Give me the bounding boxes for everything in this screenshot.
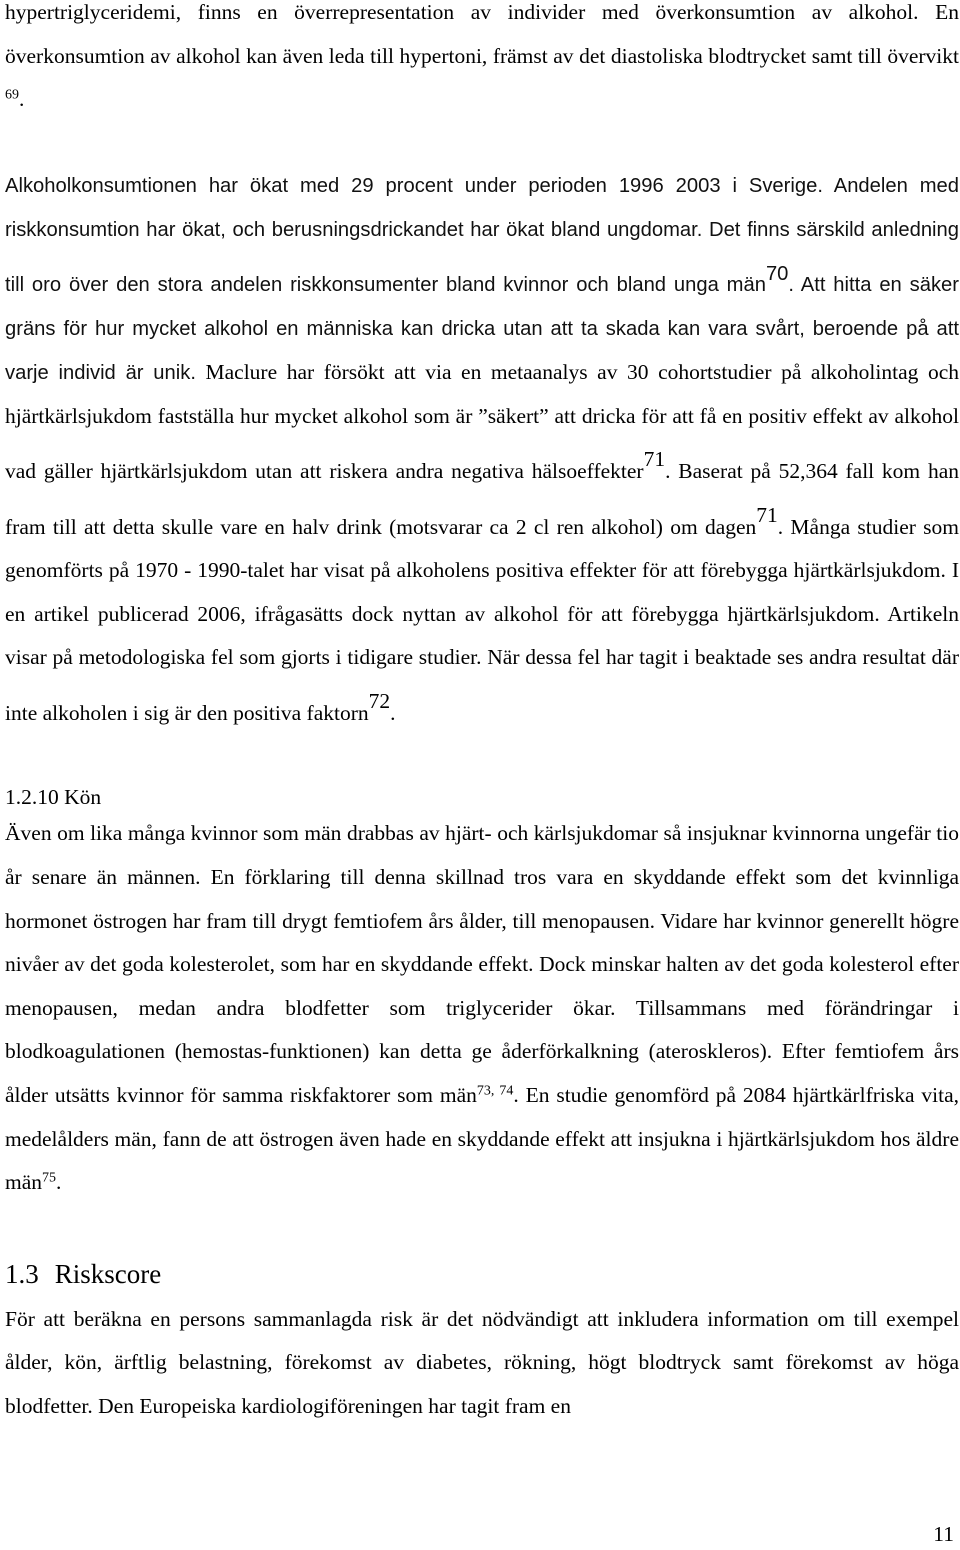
paragraph-text: hypertriglyceridemi, finns en överrepresentation av individer med överkonsumtion av alkohol. En överkonsumtion av alkohol kan även leda till hypertoni, främst av det diastoliska blodtrycket samt till övervikt: [5, 0, 959, 68]
paragraph-text: Alkoholkonsumtionen har ökat med 29 procent under perioden 1996 2003 i Sverige. Andelen med riskkonsumtion har ökat, och berusningsdrickandet har ökat bland ungdomar. Det finns särskild anledning till oro över den stora andelen riskkonsumenter bland kvinnor och bland unga män: [5, 174, 959, 296]
paragraph-riskscore: För att beräkna en persons sammanlagda risk är det nödvändigt att inkludera information om till exempel ålder, kön, ärftlig belastning, förekomst av diabetes, rökning, högt blodtryck samt förekomst av höga blodfetter. Den Europeiska kardiologiföreningen har tagit fram en: [5, 1306, 959, 1419]
footnote-ref: 71: [756, 502, 778, 527]
section-heading-riskscore: [5, 1254, 959, 1294]
paragraph-text: Maclure har försökt att via en metaanalys av 30 cohortstudier på alkoholintag och hjärtkärlsjukdom fastställa hur mycket alkohol som är ”säkert” att dricka för att få en positiv effekt av alkohol vad gäller hjärtkärlsjukdom utan att riskera andra negativa hälsoeffekter: [5, 359, 959, 484]
document-page: [5, 0, 959, 1429]
footnote-ref: 75: [42, 1170, 57, 1186]
section-heading-kon: 1.2.10 Kön: [5, 785, 102, 810]
footnote-ref: 71: [643, 447, 666, 472]
paragraph-alcohol-consumption: [5, 164, 959, 736]
paragraph-gender: [5, 812, 959, 1204]
paragraph-text: . Många studier som genomförts på 1970 - 1990-talet har visat på alkoholens positiva effekter för att förebygga hjärtkärlsjukdom. I en artikel publicerad 2006, ifrågasätts dock nyttan av alkohol för att förebygga hjärtkärlsjukdom. Artikeln visar på metodologiska fel som gjorts i tidigare studier. När dessa fel har tagit i beaktade ses andra resultat där inte alkoholen i sig är den positiva faktorn: [5, 514, 960, 725]
footnote-ref: 73, 74: [476, 1083, 514, 1099]
paragraph-alcohol-intro: [5, 0, 959, 122]
paragraph-text: Även om lika många kvinnor som män drabbas av hjärt- och kärlsjukdomar så insjuknar kvinnorna ungefär tio år senare än männen. En förklaring till denna skillnad tros vara en skyddande effekt som det kvinnliga hormonet östrogen har fram till drygt femtiofem års ålder, till menopausen. Vidare har kvinnor generellt högre nivåer av det goda kolesterolet, som har en skyddande effekt. Dock minskar halten av det goda kolesterol efter menopausen, medan andra blodfetter som triglycerider ökar. Tillsammans med förändringar i blodkoagulationen (hemostas-funktionen) kan detta ge åderförkalkning (ateroskleros). Efter femtiofem års ålder utsätts kvinnor för samma riskfaktorer som män: [5, 821, 959, 1108]
section-number: 1.3: [5, 1258, 39, 1289]
footnote-ref: 72: [368, 689, 391, 714]
paragraph-text: .: [56, 1170, 62, 1195]
section-title: Riskscore: [54, 1258, 162, 1289]
paragraph-text: .: [19, 87, 25, 112]
paragraph-text: .: [390, 700, 396, 725]
paragraph-text: . Baserat på 52,364 fall kom han fram till att detta skulle vare en halv drink (motsvarar ca 2 cl ren alkohol) om dagen: [5, 459, 959, 539]
footnote-ref: 69: [5, 87, 19, 103]
footnote-ref: 70: [765, 262, 789, 285]
paragraph-text: . Att hitta en säker gräns för hur mycket alkohol en människa kan dricka utan att ta skada kan vara svårt, beroende på att varje individ är unik.: [5, 273, 959, 384]
paragraph-text: . En studie genomförd på 2084 hjärtkärlfriska vita, medelålders män, fann de att östrogen även hade en skyddande effekt att insjukna i hjärtkärlsjukdom hos äldre män: [5, 1083, 959, 1195]
page-number: 11: [933, 1522, 954, 1546]
